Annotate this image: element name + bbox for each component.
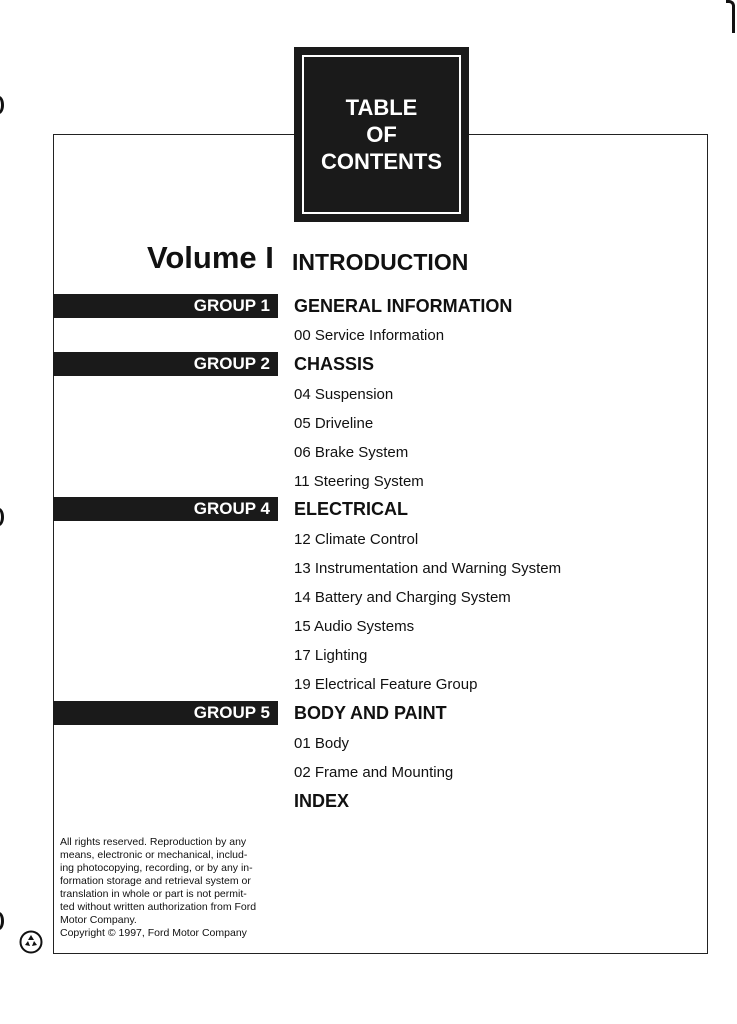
copyright-notice — [60, 836, 280, 940]
group-2-title[interactable]: CHASSIS — [294, 354, 375, 374]
toc-title-line: TABLE — [345, 95, 418, 120]
toc-title-box — [294, 47, 469, 222]
toc-title-line: CONTENTS — [321, 149, 442, 174]
toc-item[interactable]: 12 Climate Control — [294, 531, 419, 548]
toc-item[interactable]: 02 Frame and Mounting — [294, 764, 454, 781]
copyright-line: ted without written authorization from Ford — [60, 901, 257, 913]
group-1-bar[interactable]: GROUP 1 — [53, 294, 278, 318]
group-4-bar[interactable]: GROUP 4 — [53, 497, 278, 521]
volume-label: Volume I — [147, 240, 274, 275]
corner-mark — [726, 0, 735, 33]
copyright-line: ing photocopying, recording, or by any in- — [60, 862, 253, 874]
toc-item[interactable]: 19 Electrical Feature Group — [294, 676, 478, 693]
toc-item[interactable]: 01 Body — [294, 735, 350, 752]
toc-item[interactable]: 04 Suspension — [294, 386, 394, 403]
binder-hole-mark — [0, 912, 4, 930]
group-5-title[interactable]: BODY AND PAINT — [294, 703, 447, 723]
group-4-title[interactable]: ELECTRICAL — [294, 499, 408, 519]
group-5-bar[interactable]: GROUP 5 — [53, 701, 278, 725]
group-1-title[interactable]: GENERAL INFORMATION — [294, 296, 513, 316]
copyright-line: translation in whole or part is not permit- — [60, 888, 247, 900]
binder-hole-mark — [0, 508, 4, 526]
toc-title-inner — [302, 55, 461, 214]
toc-item[interactable]: 00 Service Information — [294, 327, 445, 344]
copyright-line: means, electronic or mechanical, includ- — [60, 849, 248, 861]
toc-title-line: OF — [366, 122, 397, 147]
toc-item[interactable]: 17 Lighting — [294, 647, 368, 664]
binder-hole-mark — [0, 96, 4, 114]
toc-item[interactable]: 06 Brake System — [294, 444, 409, 461]
copyright-line: Motor Company. — [60, 914, 137, 926]
copyright-line: All rights reserved. Reproduction by any — [60, 836, 247, 848]
copyright-line: Copyright © 1997, Ford Motor Company — [60, 927, 247, 939]
toc-item[interactable]: 14 Battery and Charging System — [294, 589, 511, 606]
toc-item[interactable]: 11 Steering System — [294, 473, 424, 490]
recycle-icon — [19, 930, 43, 954]
toc-item[interactable]: 15 Audio Systems — [294, 618, 415, 635]
toc-item[interactable]: 05 Driveline — [294, 415, 374, 432]
copyright-line: formation storage and retrieval system or — [60, 875, 251, 887]
group-2-bar[interactable]: GROUP 2 — [53, 352, 278, 376]
toc-item[interactable]: 13 Instrumentation and Warning System — [294, 560, 562, 577]
index-title[interactable]: INDEX — [294, 791, 350, 811]
volume-title: INTRODUCTION — [292, 249, 469, 275]
